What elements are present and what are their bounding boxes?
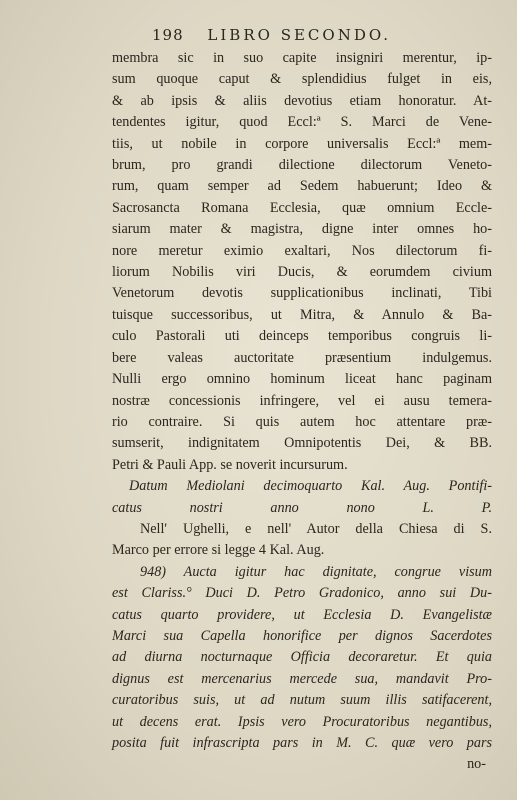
text-line: sum quoque caput & splendidius fulget in eis, xyxy=(112,71,492,88)
page-header xyxy=(152,26,442,44)
catchword: no- xyxy=(467,756,486,773)
text-line: dignus est mercenarius mercede sua, mandavit Pro- xyxy=(112,670,492,687)
text-line: ut decens erat. Ipsis vero Procuratoribus negantibus, xyxy=(112,713,492,730)
text-line: & ab ipsis & aliis devotius etiam honoratur. At- xyxy=(112,92,492,109)
text-line: 948) Aucta igitur hac dignitate, congrue visum xyxy=(140,563,492,580)
text-line: Petri & Pauli App. se noverit incursurum. xyxy=(112,456,348,473)
text-line: nostræ concessionis infringere, vel ei ausu temera- xyxy=(112,392,492,409)
text-line: rio contraire. Si quis autem hoc attentare præ- xyxy=(112,413,492,430)
text-line: bere valeas auctoritate præsentium indulgemus. xyxy=(112,349,492,366)
text-line: culo Pastorali uti deinceps temporibus congruis li- xyxy=(112,328,492,345)
text-line: Sacrosancta Romana Ecclesia, quæ omnium Eccle- xyxy=(112,199,492,216)
text-line: membra sic in suo capite insigniri merentur, ip- xyxy=(112,50,492,66)
text-line: curatoribus suis, ut ad nutum suum illis satifacerent, xyxy=(112,692,492,709)
text-line: Nulli ergo omnino hominum liceat hanc paginam xyxy=(112,371,492,388)
text-line: tendentes igitur, quod Eccl:ª S. Marci de Vene- xyxy=(112,114,492,131)
text-line: rum, quam semper ad Sedem habuerunt; Ideo & xyxy=(112,178,492,195)
text-line: est Clariss.° Duci D. Petro Gradonico, anno sui Du- xyxy=(112,585,492,602)
text-line: siarum mater & magistra, digne inter omnes ho- xyxy=(112,221,492,238)
text-line: catus nostri anno nono L. P. xyxy=(112,499,492,516)
text-line: ad diurna nocturnaque Officia decoraretur. Et quia xyxy=(112,649,492,666)
text-line: brum, pro grandi dilectione dilectorum Veneto- xyxy=(112,157,492,174)
text-line: nore meretur eximio exaltari, Nos dilectorum fi- xyxy=(112,242,492,259)
text-line: Marco per errore si legge 4 Kal. Aug. xyxy=(112,542,325,559)
text-line: Datum Mediolani decimoquarto Kal. Aug. Pontifi- xyxy=(129,478,492,495)
text-line: tuisque successoribus, ut Mitra, & Annulo & Ba- xyxy=(112,306,492,323)
text-line: Nell' Ughelli, e nell' Autor della Chiesa di S. xyxy=(140,520,492,537)
text-line: liorum Nobilis viri Ducis, & eorumdem civium xyxy=(112,264,492,281)
text-line: Marci sua Capella honorifice per dignos Sacerdotes xyxy=(112,627,492,644)
page-number: 198 xyxy=(152,26,184,44)
text-line: catus quarto providere, ut Ecclesia D. Evangelistæ xyxy=(112,606,492,623)
text-block xyxy=(112,48,492,776)
text-line: Venetorum devotis supplicationibus inclinati, Tibi xyxy=(112,285,492,302)
text-line: posita fuit infrascripta pars in M. C. quæ vero pars xyxy=(112,735,492,751)
text-line: sumserit, indignitatem Omnipotentis Dei, & BB. xyxy=(112,435,492,452)
running-title: LIBRO SECONDO. xyxy=(207,26,392,44)
text-line: tiis, ut nobile in corpore universalis Eccl:ª mem- xyxy=(112,135,492,152)
